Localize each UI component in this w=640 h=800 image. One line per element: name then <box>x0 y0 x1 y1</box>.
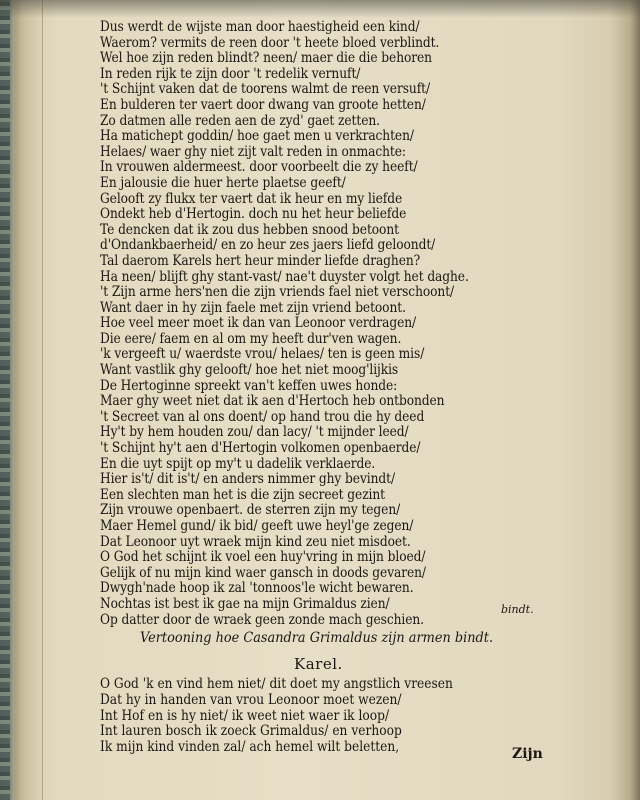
verse-line: Dat hy in handen van vrou Leonoor moet wezen/ <box>100 692 402 708</box>
verse-line: Te dencken dat ik zou dus hebben snood betoont <box>100 222 399 238</box>
verse-line: Dus werdt de wijste man door haestigheid een kind/ <box>100 20 420 35</box>
verse-line: De Hertoginne spreekt van't keffen uwes honde: <box>100 378 398 394</box>
verse-line: Hier is't/ dit is't/ en anders nimmer ghy bevindt/ <box>100 472 395 488</box>
verse-line: Hoe veel meer moet ik dan van Leonoor verdragen/ <box>100 316 417 332</box>
verse-line: 't Secreet van al ons doent/ op hand trou die hy deed <box>100 409 425 425</box>
verse-line: Dwygh'nade hoop ik zal 'tonnoos'le wicht bewaren. <box>100 581 414 597</box>
verse-line: 't Schijnt hy't aen d'Hertogin volkomen openbaerde/ <box>100 441 421 457</box>
verse-line: Wel hoe zijn reden blindt? neen/ maer die die behoren <box>100 51 432 67</box>
book-binding <box>0 0 10 800</box>
verse-block-2 <box>100 677 570 756</box>
verse-line: Hy't by hem houden zou/ dan lacy/ 't mijnder leed/ <box>100 425 409 441</box>
verse-line: Een slechten man het is die zijn secreet gezint <box>100 487 386 503</box>
verse-line: 'k vergeeft u/ waerdste vrou/ helaes/ ten is geen mis/ <box>100 347 425 363</box>
verse-line: 't Schijnt vaken dat de toorens walmt de reen versuft/ <box>100 82 430 98</box>
verse-line: Want vastlik ghy gelooft/ hoe het niet moog'lijkis <box>100 363 399 379</box>
verse-line: Zijn vrouwe openbaert. de sterren zijn my tegen/ <box>100 503 401 519</box>
verse-line: Int lauren bosch ik zoeck Grimaldus/ en verhoop <box>100 724 402 740</box>
verse-line: Dat Leonoor uyt wraek mijn kind zeu niet misdoet. <box>100 534 411 550</box>
verse-line: 't Zijn arme hers'nen die zijn vriends fael niet verschoont/ <box>100 285 455 301</box>
top-shadow <box>0 0 640 18</box>
verse-line: O God 'k en vind hem niet/ dit doet my angstlich vreesen <box>100 677 453 692</box>
verse-line: Zo datmen alle reden aen de zyd' gaet zetten. <box>100 113 380 129</box>
verse-line: Gelijk of nu mijn kind waer gansch in doods gevaren/ <box>100 565 426 581</box>
verse-line: d'Ondankbaerheid/ en zo heur zes jaers liefd geloondt/ <box>100 238 436 254</box>
verse-line: Waerom? vermits de reen door 't heete bloed verblindt. <box>100 35 440 51</box>
catchword: bindt. <box>501 603 534 616</box>
verse-line: O God het schijnt ik voel een huy'vring in mijn bloed/ <box>100 550 426 566</box>
verse-line: Op datter door de wraek geen zonde mach geschien. <box>100 612 424 628</box>
verse-line: Die eere/ faem en al om my heeft dur'ven wagen. <box>100 331 402 347</box>
verse-line: En jalousie die huer herte plaetse geeft/ <box>100 175 346 191</box>
verse-line: Gelooft zy flukx ter vaert dat ik heur en my liefde <box>100 191 403 207</box>
verse-line: Maer ghy weet niet dat ik aen d'Hertoch heb ontbonden <box>100 394 445 410</box>
verse-line: Int Hof en is hy niet/ ik weet niet waer ik loop/ <box>100 708 390 724</box>
verse-line: Tal daerom Karels hert heur minder liefde draghen? <box>100 253 421 269</box>
verse-line: Maer Hemel gund/ ik bid/ geeft uwe heyl'ge zegen/ <box>100 519 414 534</box>
verse-line: Helaes/ waer ghy niet zijt valt reden in onmachte: <box>100 144 406 160</box>
speaker-name: Karel. <box>294 655 343 673</box>
verse-line: En die uyt spijt op my't u dadelik verklaerde. <box>100 456 376 472</box>
verse-line: En bulderen ter vaert door dwang van groote hetten/ <box>100 97 426 113</box>
verse-block <box>100 20 570 628</box>
verse-line: Ha neen/ blijft ghy stant-vast/ nae't duyster volgt het daghe. <box>100 269 469 285</box>
verse-line: In vrouwen aldermeest. door voorbeelt die zy heeft/ <box>100 160 418 176</box>
verse-line: Nochtas ist best ik gae na mijn Grimaldus zien/ <box>100 596 390 612</box>
verse-line: Ondekt heb d'Hertogin. doch nu het heur beliefde <box>100 207 407 223</box>
verse-line: In reden rijk te zijn door 't redelik vernuft/ <box>100 66 361 82</box>
verse-line: Ha matichept goddin/ hoe gaet men u verkrachten/ <box>100 129 414 145</box>
page-edge <box>14 0 43 800</box>
catchword: Zijn <box>512 746 543 762</box>
verse-line: Want daer in hy zijn faele met zijn vriend betoont. <box>100 300 406 316</box>
verse-line: Ik mijn kind vinden zal/ ach hemel wilt beletten, <box>100 740 400 756</box>
stage-direction: Vertooning hoe Casandra Grimaldus zijn armen bindt. <box>140 630 494 646</box>
